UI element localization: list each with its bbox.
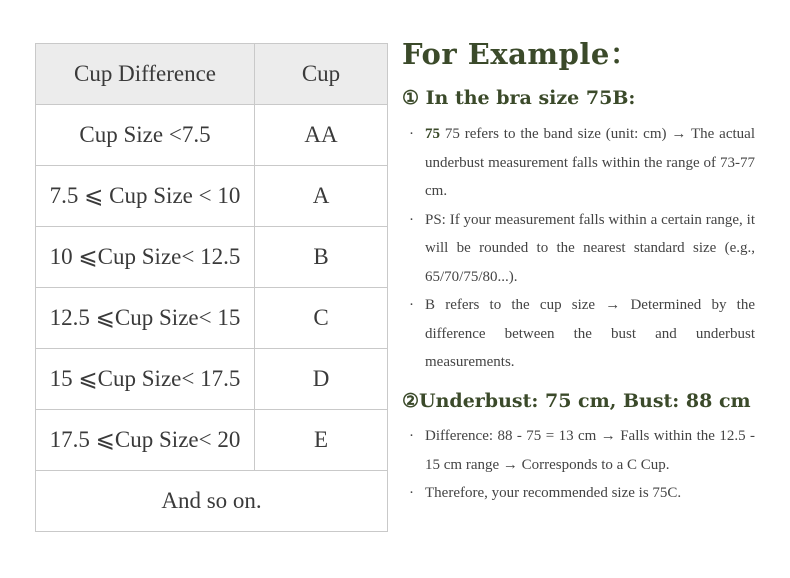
section-heading-bra-size: ① In the bra size 75B: xyxy=(402,87,636,109)
list-item xyxy=(409,291,755,377)
bullet-dot: · xyxy=(409,297,414,313)
band-size-bold: 75 xyxy=(425,126,440,142)
cup-cell: B xyxy=(313,244,329,269)
list-item xyxy=(409,206,755,292)
bullet-text: B refers to the cup size → Determined by the difference between the bust and underbust measurements. xyxy=(425,297,755,370)
cup-difference-cell: 12.5 ⩽Cup Size< 15 xyxy=(36,288,255,348)
list-item xyxy=(409,479,755,508)
cup-difference-cell: 15 ⩽Cup Size< 17.5 xyxy=(36,349,255,409)
table-row xyxy=(36,287,387,348)
bullet-text: PS: If your measurement falls within a certain range, it will be rounded to the nearest standard size (e.g., 65/70/75/80...). xyxy=(425,211,755,285)
section2-bullet-list xyxy=(409,422,755,508)
bullet-dot: · xyxy=(409,126,414,142)
cup-difference-cell: 10 ⩽Cup Size< 12.5 xyxy=(36,227,255,287)
bullet-dot: · xyxy=(409,485,414,501)
cup-difference-cell: Cup Size <7.5 xyxy=(36,105,255,165)
section1-bullet-list xyxy=(409,120,755,377)
table-header-row xyxy=(36,44,387,104)
bullet-dot: · xyxy=(409,428,414,444)
bullet-dot: · xyxy=(409,211,414,228)
header-cup: Cup xyxy=(301,61,341,86)
table-row xyxy=(36,104,387,165)
bullet-text: Therefore, your recommended size is 75C. xyxy=(425,485,682,501)
table-row xyxy=(36,409,387,470)
cup-cell: AA xyxy=(304,122,338,147)
example-panel xyxy=(402,30,758,78)
cup-cell: D xyxy=(312,366,330,391)
table-footer-row xyxy=(36,470,387,531)
list-item xyxy=(409,120,755,206)
cup-cell: A xyxy=(312,183,330,208)
cup-size-table xyxy=(35,43,388,532)
and-so-on-cell: And so on. xyxy=(161,488,262,513)
table-row xyxy=(36,165,387,226)
table-row xyxy=(36,226,387,287)
section-heading-measurements: ②Underbust: 75 cm, Bust: 88 cm xyxy=(402,390,751,412)
cup-cell: E xyxy=(313,427,329,452)
header-cup-difference: Cup Difference xyxy=(36,44,255,104)
cup-cell: C xyxy=(313,305,329,330)
example-title: For Example： xyxy=(402,37,640,71)
bullet-text: Difference: 88 - 75 = 13 cm → Falls within the 12.5 - 15 cm range → Corresponds to a C Cup. xyxy=(425,428,755,473)
table-row xyxy=(36,348,387,409)
bullet-text: 75 refers to the band size (unit: cm) → The actual underbust measurement falls within the range of 73-77 cm. xyxy=(425,126,755,199)
cup-difference-cell: 7.5 ⩽ Cup Size < 10 xyxy=(36,166,255,226)
list-item xyxy=(409,422,755,479)
cup-difference-cell: 17.5 ⩽Cup Size< 20 xyxy=(36,410,255,470)
